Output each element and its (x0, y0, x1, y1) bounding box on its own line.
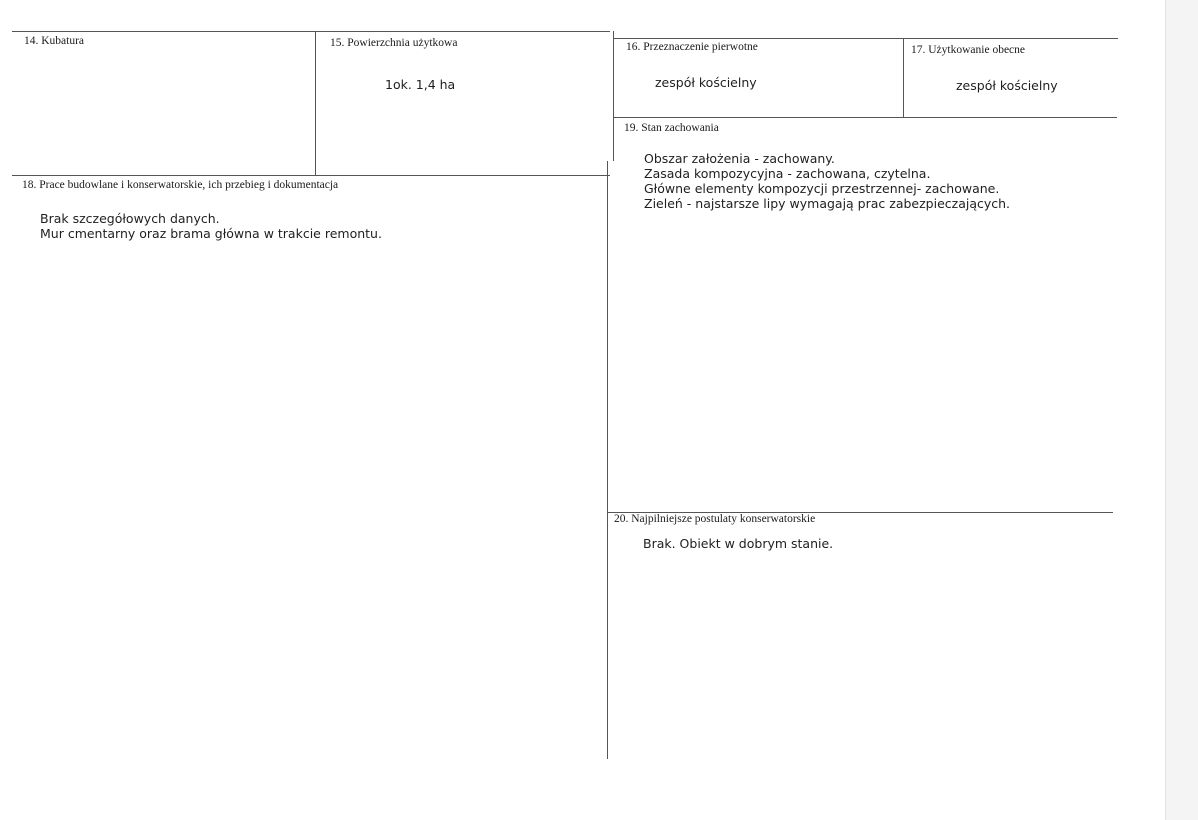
field-18-label: 18. Prace budowlane i konserwatorskie, ich przebieg i dokumentacja (22, 179, 339, 191)
top-rule-left (12, 31, 610, 32)
scan-margin (1166, 0, 1198, 820)
field-19-label: 19. Stan zachowania (624, 122, 719, 134)
field-14-label: 14. Kubatura (24, 35, 85, 47)
field-16-label: 16. Przeznaczenie pierwotne (626, 41, 758, 53)
divider-16-17 (903, 38, 904, 118)
rule-above-19 (613, 117, 1117, 118)
field-18-text (40, 211, 382, 241)
field-19-text (644, 151, 1010, 211)
rule-above-18 (12, 175, 610, 176)
divider-14-15 (315, 31, 316, 176)
field-19-line: Zasada kompozycyjna - zachowana, czytelna. (644, 166, 931, 181)
field-20-label: 20. Najpilniejsze postulaty konserwatorskie (614, 513, 816, 525)
field-18-line: Mur cmentarny oraz brama główna w trakcie remontu. (40, 226, 382, 241)
field-18-line: Brak szczegółowych danych. (40, 211, 220, 226)
field-19-line: Główne elementy kompozycji przestrzennej- zachowane. (644, 181, 1000, 196)
center-divider (613, 31, 614, 161)
top-rule-right (614, 38, 1118, 39)
field-19-line: Obszar założenia - zachowany. (644, 151, 835, 166)
center-divider-lower (607, 161, 608, 759)
field-16-value: zespół kościelny (655, 75, 757, 90)
field-17-label: 17. Użytkowanie obecne (911, 44, 1026, 56)
field-19-line: Zieleń - najstarsze lipy wymagają prac zabezpieczających. (644, 196, 1011, 211)
field-20-value: Brak. Obiekt w dobrym stanie. (643, 536, 834, 551)
field-15-label: 15. Powierzchnia użytkowa (330, 37, 458, 49)
field-17-value: zespół kościelny (956, 78, 1058, 93)
field-15-value: 1ok. 1,4 ha (385, 77, 456, 92)
scan-edge (1165, 0, 1166, 820)
